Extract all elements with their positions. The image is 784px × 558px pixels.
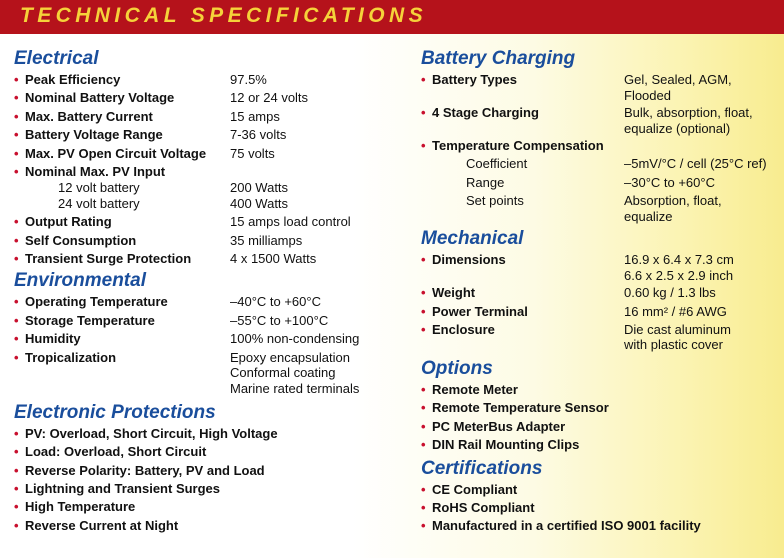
spec-subrow <box>14 195 404 214</box>
spec-value: 15 amps load control <box>230 214 351 230</box>
bullet-icon: • <box>14 127 19 143</box>
list-item-label: Load: Overload, Short Circuit <box>25 444 207 460</box>
bullet-icon: • <box>14 349 19 365</box>
bullet-icon: • <box>14 163 19 179</box>
list-item <box>421 499 781 517</box>
list-item <box>421 381 781 399</box>
list-item <box>14 498 404 516</box>
list-item-label: PV: Overload, Short Circuit, High Voltage <box>25 425 278 441</box>
spec-label: Humidity <box>25 331 81 347</box>
spec-label: Power Terminal <box>432 303 528 319</box>
spec-row <box>421 303 781 321</box>
bullet-icon: • <box>421 437 426 453</box>
value-line: 6.6 x 2.5 x 2.9 inch <box>624 267 734 283</box>
bullet-icon: • <box>14 517 19 533</box>
value-line: Flooded <box>624 87 671 103</box>
list-item-label: RoHS Compliant <box>432 499 535 515</box>
section-title-environmental: Environmental <box>14 270 146 292</box>
bullet-icon: • <box>14 250 19 266</box>
spec-row <box>421 104 781 137</box>
spec-sublabel: 24 volt battery <box>58 195 140 211</box>
spec-label: Storage Temperature <box>25 312 155 328</box>
spec-label: Dimensions <box>432 252 506 268</box>
list-item <box>421 399 781 417</box>
value-line: equalize (optional) <box>624 120 731 136</box>
spec-label: Battery Voltage Range <box>25 127 163 143</box>
spec-row <box>14 108 404 126</box>
value-line: Marine rated terminals <box>230 380 360 396</box>
section-title-options: Options <box>421 357 493 379</box>
spec-subrow <box>421 174 781 192</box>
value-line: 16.9 x 6.4 x 7.3 cm <box>624 252 734 268</box>
bullet-icon: • <box>14 499 19 515</box>
list-item <box>14 443 404 461</box>
spec-value: 75 volts <box>230 145 275 161</box>
bullet-icon: • <box>421 381 426 397</box>
bullet-icon: • <box>14 145 19 161</box>
list-item-label: Reverse Current at Night <box>25 517 179 533</box>
spec-label: Weight <box>432 285 476 301</box>
value-line: Bulk, absorption, float, <box>624 105 753 120</box>
spec-row <box>14 213 404 231</box>
spec-value-multiline <box>230 349 359 397</box>
bullet-icon: • <box>14 72 19 87</box>
right-column <box>421 48 781 536</box>
bullet-icon: • <box>14 425 19 441</box>
bullet-icon: • <box>14 232 19 248</box>
spec-row <box>421 321 781 355</box>
list-item-label: Manufactured in a certified ISO 9001 facility <box>432 518 701 534</box>
spec-label: Operating Temperature <box>25 294 168 310</box>
bullet-icon: • <box>421 321 426 337</box>
list-item-label: CE Compliant <box>432 481 518 497</box>
spec-value: –30°C to +60°C <box>624 174 715 190</box>
bullet-icon: • <box>421 518 426 534</box>
list-item-label: Remote Temperature Sensor <box>432 400 609 416</box>
spec-label: Battery Types <box>432 72 518 87</box>
spec-value: –40°C to +60°C <box>230 294 321 310</box>
value-line: Absorption, float, <box>624 193 722 209</box>
spec-row <box>421 137 781 155</box>
bullet-icon: • <box>421 418 426 434</box>
spec-subrow <box>14 179 404 195</box>
spec-row <box>14 250 404 268</box>
bullet-icon: • <box>421 105 426 120</box>
list-item-label: Lightning and Transient Surges <box>25 480 221 496</box>
spec-label: Peak Efficiency <box>25 72 121 87</box>
list-item <box>421 517 781 535</box>
value-line: Gel, Sealed, AGM, <box>624 72 732 87</box>
spec-sublabel: Range <box>466 174 505 190</box>
bullet-icon: • <box>14 214 19 230</box>
list-item <box>14 517 404 535</box>
spec-sublabel: Coefficient <box>466 156 528 172</box>
spec-value-multiline <box>624 251 734 283</box>
list-item <box>14 480 404 498</box>
bullet-icon: • <box>14 480 19 496</box>
spec-value: 12 or 24 volts <box>230 90 309 106</box>
spec-value: 15 amps <box>230 108 280 124</box>
title-banner <box>0 0 784 34</box>
list-item <box>421 436 781 454</box>
spec-value-multiline <box>624 321 731 353</box>
spec-label: Max. PV Open Circuit Voltage <box>25 145 207 161</box>
bullet-icon: • <box>14 331 19 347</box>
spec-label: Nominal Max. PV Input <box>25 163 166 179</box>
spec-value: 0.60 kg / 1.3 lbs <box>624 285 716 301</box>
list-item <box>421 418 781 436</box>
section-title-electrical: Electrical <box>14 48 99 69</box>
value-line: Conformal coating <box>230 365 336 381</box>
spec-value: 16 mm² / #6 AWG <box>624 303 727 319</box>
spec-row <box>421 251 781 284</box>
spec-value: 97.5% <box>230 72 267 87</box>
spec-row <box>14 232 404 250</box>
spec-sublabel: 12 volt battery <box>58 179 140 195</box>
spec-row <box>14 312 404 330</box>
spec-label: Self Consumption <box>25 232 137 248</box>
spec-value-multiline <box>624 71 732 103</box>
page-title: TECHNICAL SPECIFICATIONS <box>20 4 428 27</box>
bullet-icon: • <box>421 252 426 268</box>
section-title-mechanical: Mechanical <box>421 228 524 250</box>
spec-value-multiline <box>624 192 722 224</box>
list-item-label: High Temperature <box>25 499 136 515</box>
list-item <box>421 481 781 499</box>
spec-row <box>421 71 781 104</box>
list-item <box>14 425 404 443</box>
spec-value: 400 Watts <box>230 195 289 211</box>
spec-value: 200 Watts <box>230 179 289 195</box>
bullet-icon: • <box>14 108 19 124</box>
spec-value: 100% non-condensing <box>230 331 360 347</box>
section-title-certifications: Certifications <box>421 457 543 479</box>
spec-value: 7-36 volts <box>230 127 287 143</box>
spec-label: Enclosure <box>432 321 495 337</box>
section-title-electronic-protections: Electronic Protections <box>14 401 216 423</box>
list-item <box>14 462 404 480</box>
spec-sublabel: Set points <box>466 193 524 209</box>
section-title-battery-charging: Battery Charging <box>421 48 576 69</box>
spec-label: 4 Stage Charging <box>432 105 539 120</box>
spec-subrow <box>421 192 781 225</box>
bullet-icon: • <box>14 462 19 478</box>
spec-label: Max. Battery Current <box>25 108 153 124</box>
bullet-icon: • <box>421 72 426 87</box>
spec-value: 4 x 1500 Watts <box>230 250 317 266</box>
spec-label: Transient Surge Protection <box>25 250 192 266</box>
spec-value: 35 milliamps <box>230 232 303 248</box>
spec-subrow <box>421 155 781 173</box>
spec-row <box>14 330 404 348</box>
value-line: with plastic cover <box>624 337 723 353</box>
bullet-icon: • <box>14 312 19 328</box>
spec-row <box>14 71 404 89</box>
value-line: Die cast aluminum <box>624 321 731 337</box>
list-item-label: Reverse Polarity: Battery, PV and Load <box>25 462 265 478</box>
bullet-icon: • <box>421 285 426 301</box>
bullet-icon: • <box>421 499 426 515</box>
bullet-icon: • <box>14 444 19 460</box>
spec-value: –55°C to +100°C <box>230 312 329 328</box>
list-item-label: Remote Meter <box>432 381 518 397</box>
bullet-icon: • <box>14 294 19 310</box>
spec-row <box>14 126 404 144</box>
bullet-icon: • <box>421 303 426 319</box>
spec-row <box>14 145 404 163</box>
spec-row <box>14 89 404 107</box>
spec-label: Tropicalization <box>25 349 117 365</box>
bullet-icon: • <box>421 400 426 416</box>
list-item-label: DIN Rail Mounting Clips <box>432 437 580 453</box>
bullet-icon: • <box>421 138 426 153</box>
value-line: equalize <box>624 208 673 224</box>
spec-row <box>14 163 404 179</box>
bullet-icon: • <box>14 90 19 106</box>
spec-value: –5mV/°C / cell (25°C ref) <box>624 156 767 172</box>
list-item-label: PC MeterBus Adapter <box>432 418 566 434</box>
spec-label: Temperature Compensation <box>432 138 604 153</box>
left-column <box>14 48 404 535</box>
spec-label: Nominal Battery Voltage <box>25 90 175 106</box>
spec-value-multiline <box>624 104 753 136</box>
spec-row <box>14 349 404 399</box>
spec-row <box>14 293 404 312</box>
spec-row <box>421 284 781 302</box>
spec-label: Output Rating <box>25 214 112 230</box>
bullet-icon: • <box>421 481 426 497</box>
value-line: Epoxy encapsulation <box>230 349 350 365</box>
